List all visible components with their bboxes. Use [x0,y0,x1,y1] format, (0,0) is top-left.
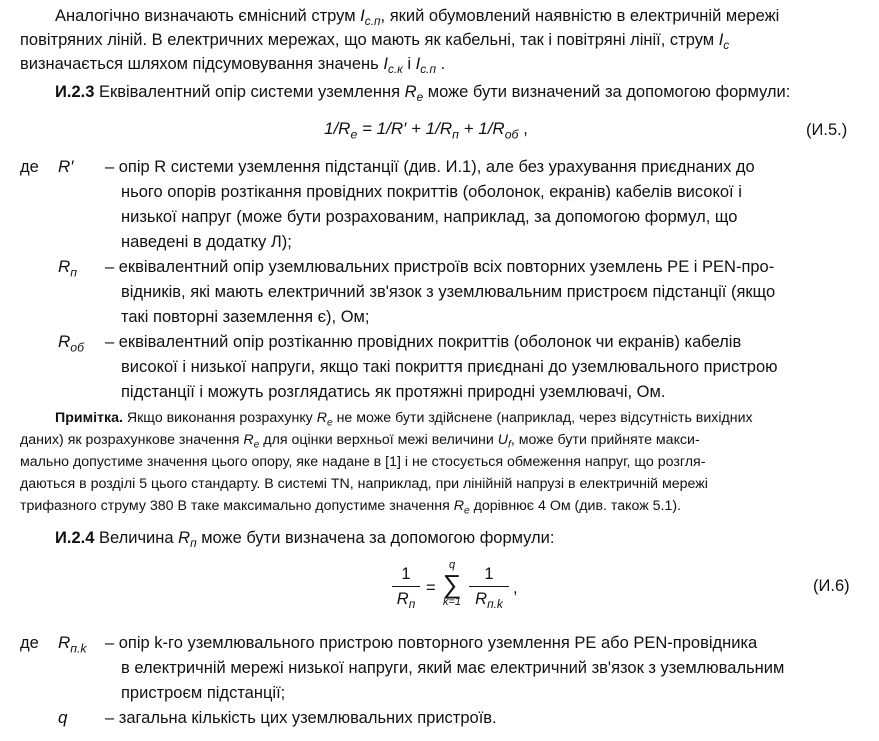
summation-sign: q ∑ k=1 [442,559,462,608]
def-line: в електричній мережі низької напруги, який має електричний зв'язок з уземлювальним [121,659,785,677]
formula-6-lhs-fraction: 1 $R_п$ [392,564,420,609]
section-2-4-heading: И.2.4 Величина $R_п$ може бути визначена за допомогою формули: [55,529,555,551]
def-line: – опір R системи уземлення підстанції (див. И.1), але без урахування приєднаних до [105,158,755,176]
def-line: – загальна кількість цих уземлювальних пристроїв. [105,709,497,727]
section-number: И.2.3 [55,83,95,101]
def-line: наведені в додатку Л); [121,233,292,251]
def-line: підстанції і можуть розглядатись як протяжні природні уземлювачі, Ом. [121,383,666,401]
where-label: де [20,158,39,176]
def-line: – опір k-го уземлювального пристрою повторного уземлення PE або PEN-провідника [105,634,758,652]
def-line: такі повторні заземлення є), Ом; [121,308,370,326]
where-label-2: де [20,634,39,652]
formula-6-rhs-fraction: 1 $R_{п.k}$ [469,564,509,609]
def-line: – еквівалентний опір розтіканню провідних покриттів (оболонок чи екранів) кабелів [105,333,742,351]
para1-line2: повітряних ліній. В електричних мережах, що мають як кабельні, так і повітряні лінії, струм $I_c$ [20,31,730,53]
section-2-3-heading: И.2.3 Еквівалентний опір системи уземлення $R_e$ може бути визначений за допомогою формули: [55,83,791,105]
note-label: Примітка. [55,410,123,426]
symbol: I [718,31,724,49]
def-symbol-r-p: $R_п$ [58,257,78,280]
symbol: I [360,7,365,25]
def-symbol-r-prime: R′ [58,157,74,176]
def-line: низької напруг (може бути розрахованим, наприклад, за допомогою формул, що [121,208,738,226]
def-symbol-r-ob: $R_{об}$ [58,332,84,355]
def-line: нього опорів розтікання провідних покриттів (оболонок, екранів) кабелів високої і [121,183,742,201]
def-symbol-r-pk: $R_{п.k}$ [58,633,87,656]
note-line2: даних) як розрахункове значення $R_e$ для оцінки верхньої межі величини $U_f$, може бути прийняте макси- [20,432,700,451]
para1-line1: Аналогічно визначають ємнісний струм $I_{с.п}$, який обумовлений наявністю в електричній мережі [55,7,780,29]
note-line3: мально допустиме значення цього опору, яке надане в [1] і не стосується обмеження напруг, що розгля- [20,454,706,470]
formula-5: $1/R_e = 1/R' + 1/R_п + 1/R_{об}$ , [324,119,528,142]
formula-6-equals: = [426,579,436,597]
def-line: відників, які мають електричний зв'язок з уземлювальним пристроєм підстанції (якщо [121,283,776,301]
note-line5: трифазного струму 380 В таке максимально допустиме значення $R_e$ дорівнює 4 Ом (див. також 5.1). [20,498,682,517]
def-line: – еквівалентний опір уземлювальних пристроїв всіх повторних уземлень PE і PEN-про- [105,258,775,276]
equation-number-5: (И.5.) [806,121,848,139]
def-line: високої і низької напруги, якщо такі покриття приєднані до уземлювального пристрою [121,358,778,376]
def-line: пристроєм підстанції; [121,684,286,702]
note-line4: даються в розділі 5 цього стандарту. В системі TN, наприклад, при лінійній напрузі в електричній мережі [20,476,708,492]
formula-6-comma: , [513,579,518,597]
equation-number-6: (И.6) [813,577,850,595]
para1-line3: визначається шляхом підсумовування значень $I_{с.к}$ і $I_{с.п}$ . [20,55,446,77]
note-line1: Примітка. Якщо виконання розрахунку $R_e$ не може бути здійснене (наприклад, через відсутність вихідних [55,410,753,429]
section-number: И.2.4 [55,529,95,547]
def-symbol-q: q [58,708,68,727]
